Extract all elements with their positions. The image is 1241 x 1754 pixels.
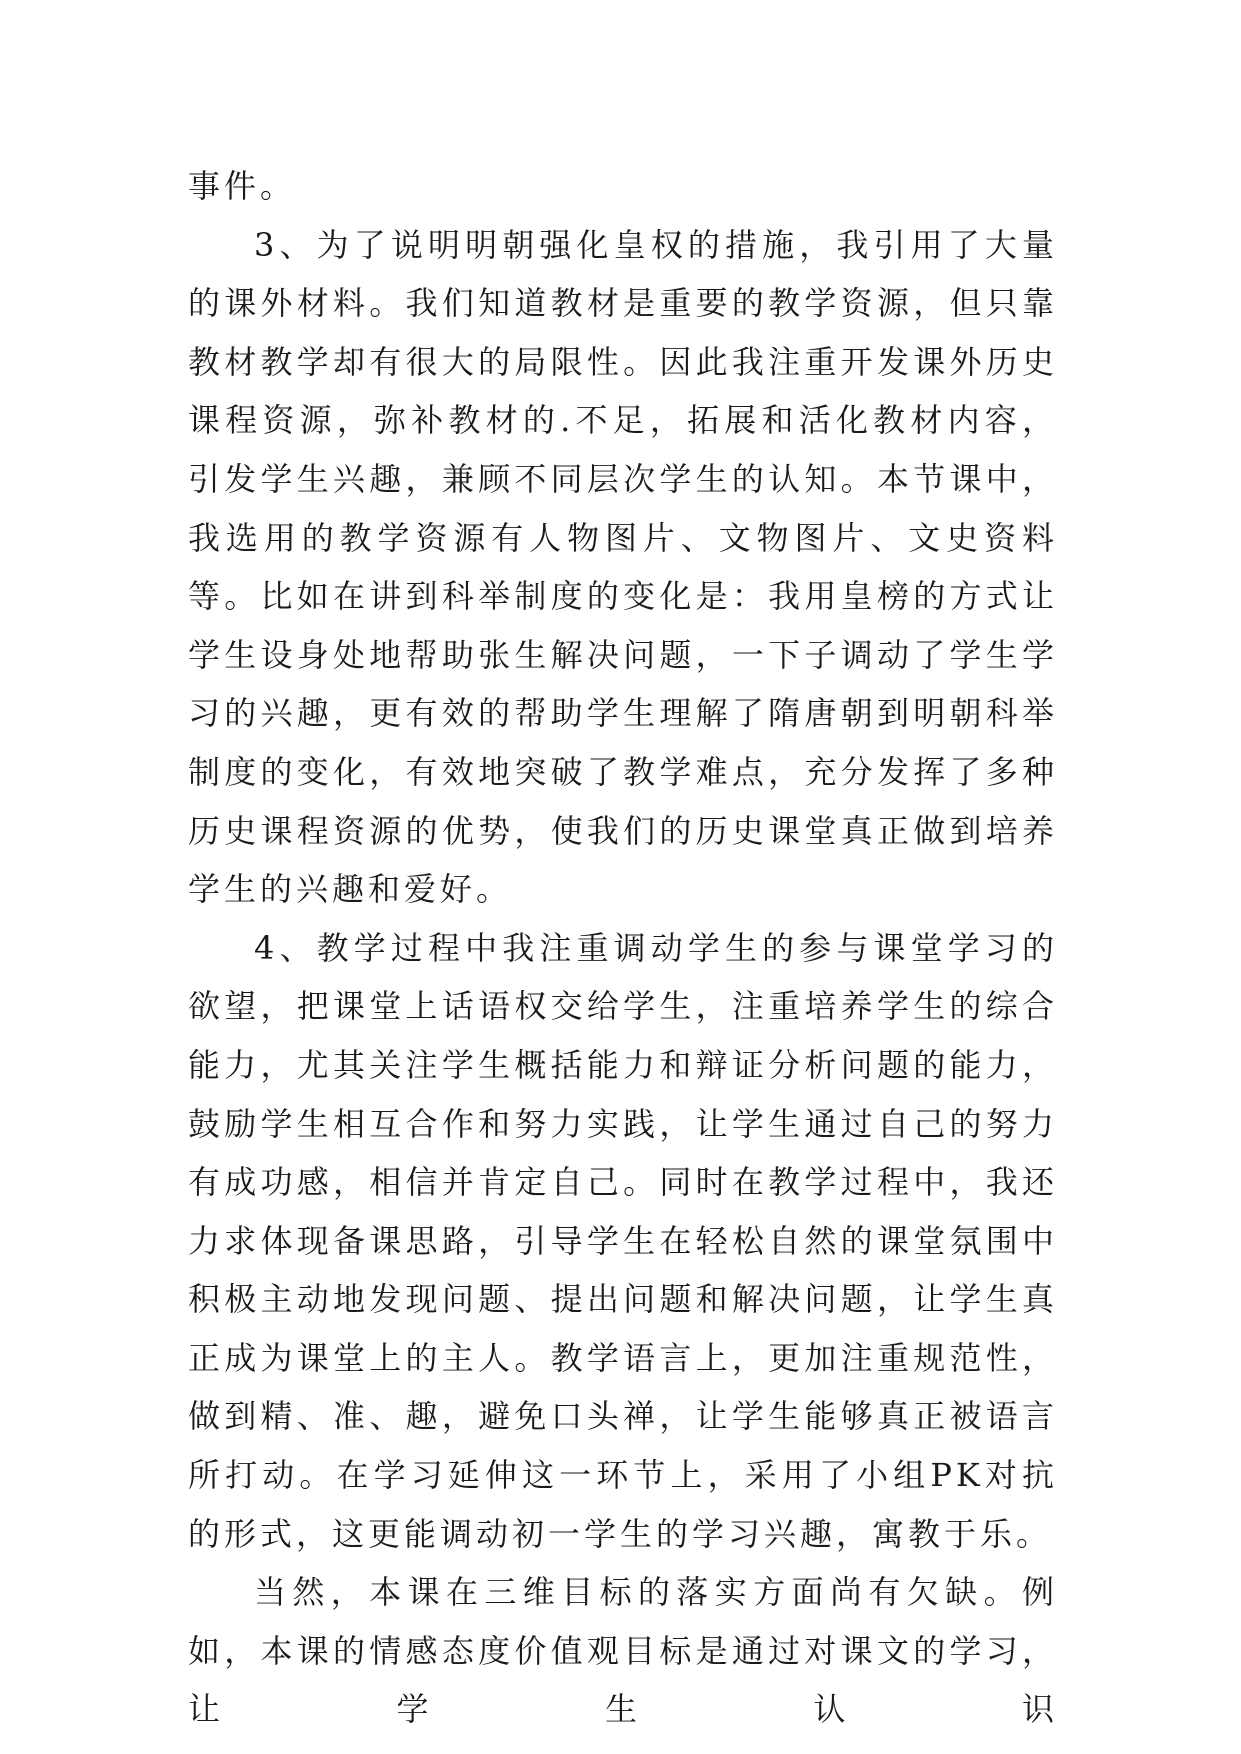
paragraph-point-3: 3、为了说明明朝强化皇权的措施，我引用了大量的课外材料。我们知道教材是重要的教学资源，但只靠教材教学却有很大的局限性。因此我注重开发课外历史课程资源，弥补教材的.不足，拓展和活化教材内容，引发学生兴趣，兼顾不同层次学生的认知。本节课中，我选用的教学资源有人物图片、文物图片、文史资料等。比如在讲到科举制度的变化是：我用皇榜的方式让学生设身处地帮助张生解决问题，一下子调动了学生学习的兴趣，更有效的帮助学生理解了隋唐朝到明朝科举制度的变化，有效地突破了教学难点，充分发挥了多种历史课程资源的优势，使我们的历史课堂真正做到培养学生的兴趣和爱好。 [188,225,1058,909]
paragraph-continuation: 事件。 [188,167,297,205]
body-text [188,157,1058,1739]
paragraph-point-4: 4、教学过程中我注重调动学生的参与课堂学习的欲望，把课堂上话语权交给学生，注重培养学生的综合能力，尤其关注学生概括能力和辩证分析问题的能力，鼓励学生相互合作和努力实践，让学生通过自己的努力有成功感，相信并肯定自己。同时在教学过程中，我还力求体现备课思路，引导学生在轻松自然的课堂氛围中积极主动地发现问题、提出问题和解决问题，让学生真正成为课堂上的主人。教学语言上，更加注重规范性，做到精、准、趣，避免口头禅，让学生能够真正被语言所打动。在学习延伸这一环节上，采用了小组PK对抗的形式，这更能调动初一学生的学习兴趣，寓教于乐。 [188,928,1058,1553]
paragraph-conclusion: 当然，本课在三维目标的落实方面尚有欠缺。例如，本课的情感态度价值观目标是通过对课文的学习，让学生认识 [188,1573,1058,1729]
